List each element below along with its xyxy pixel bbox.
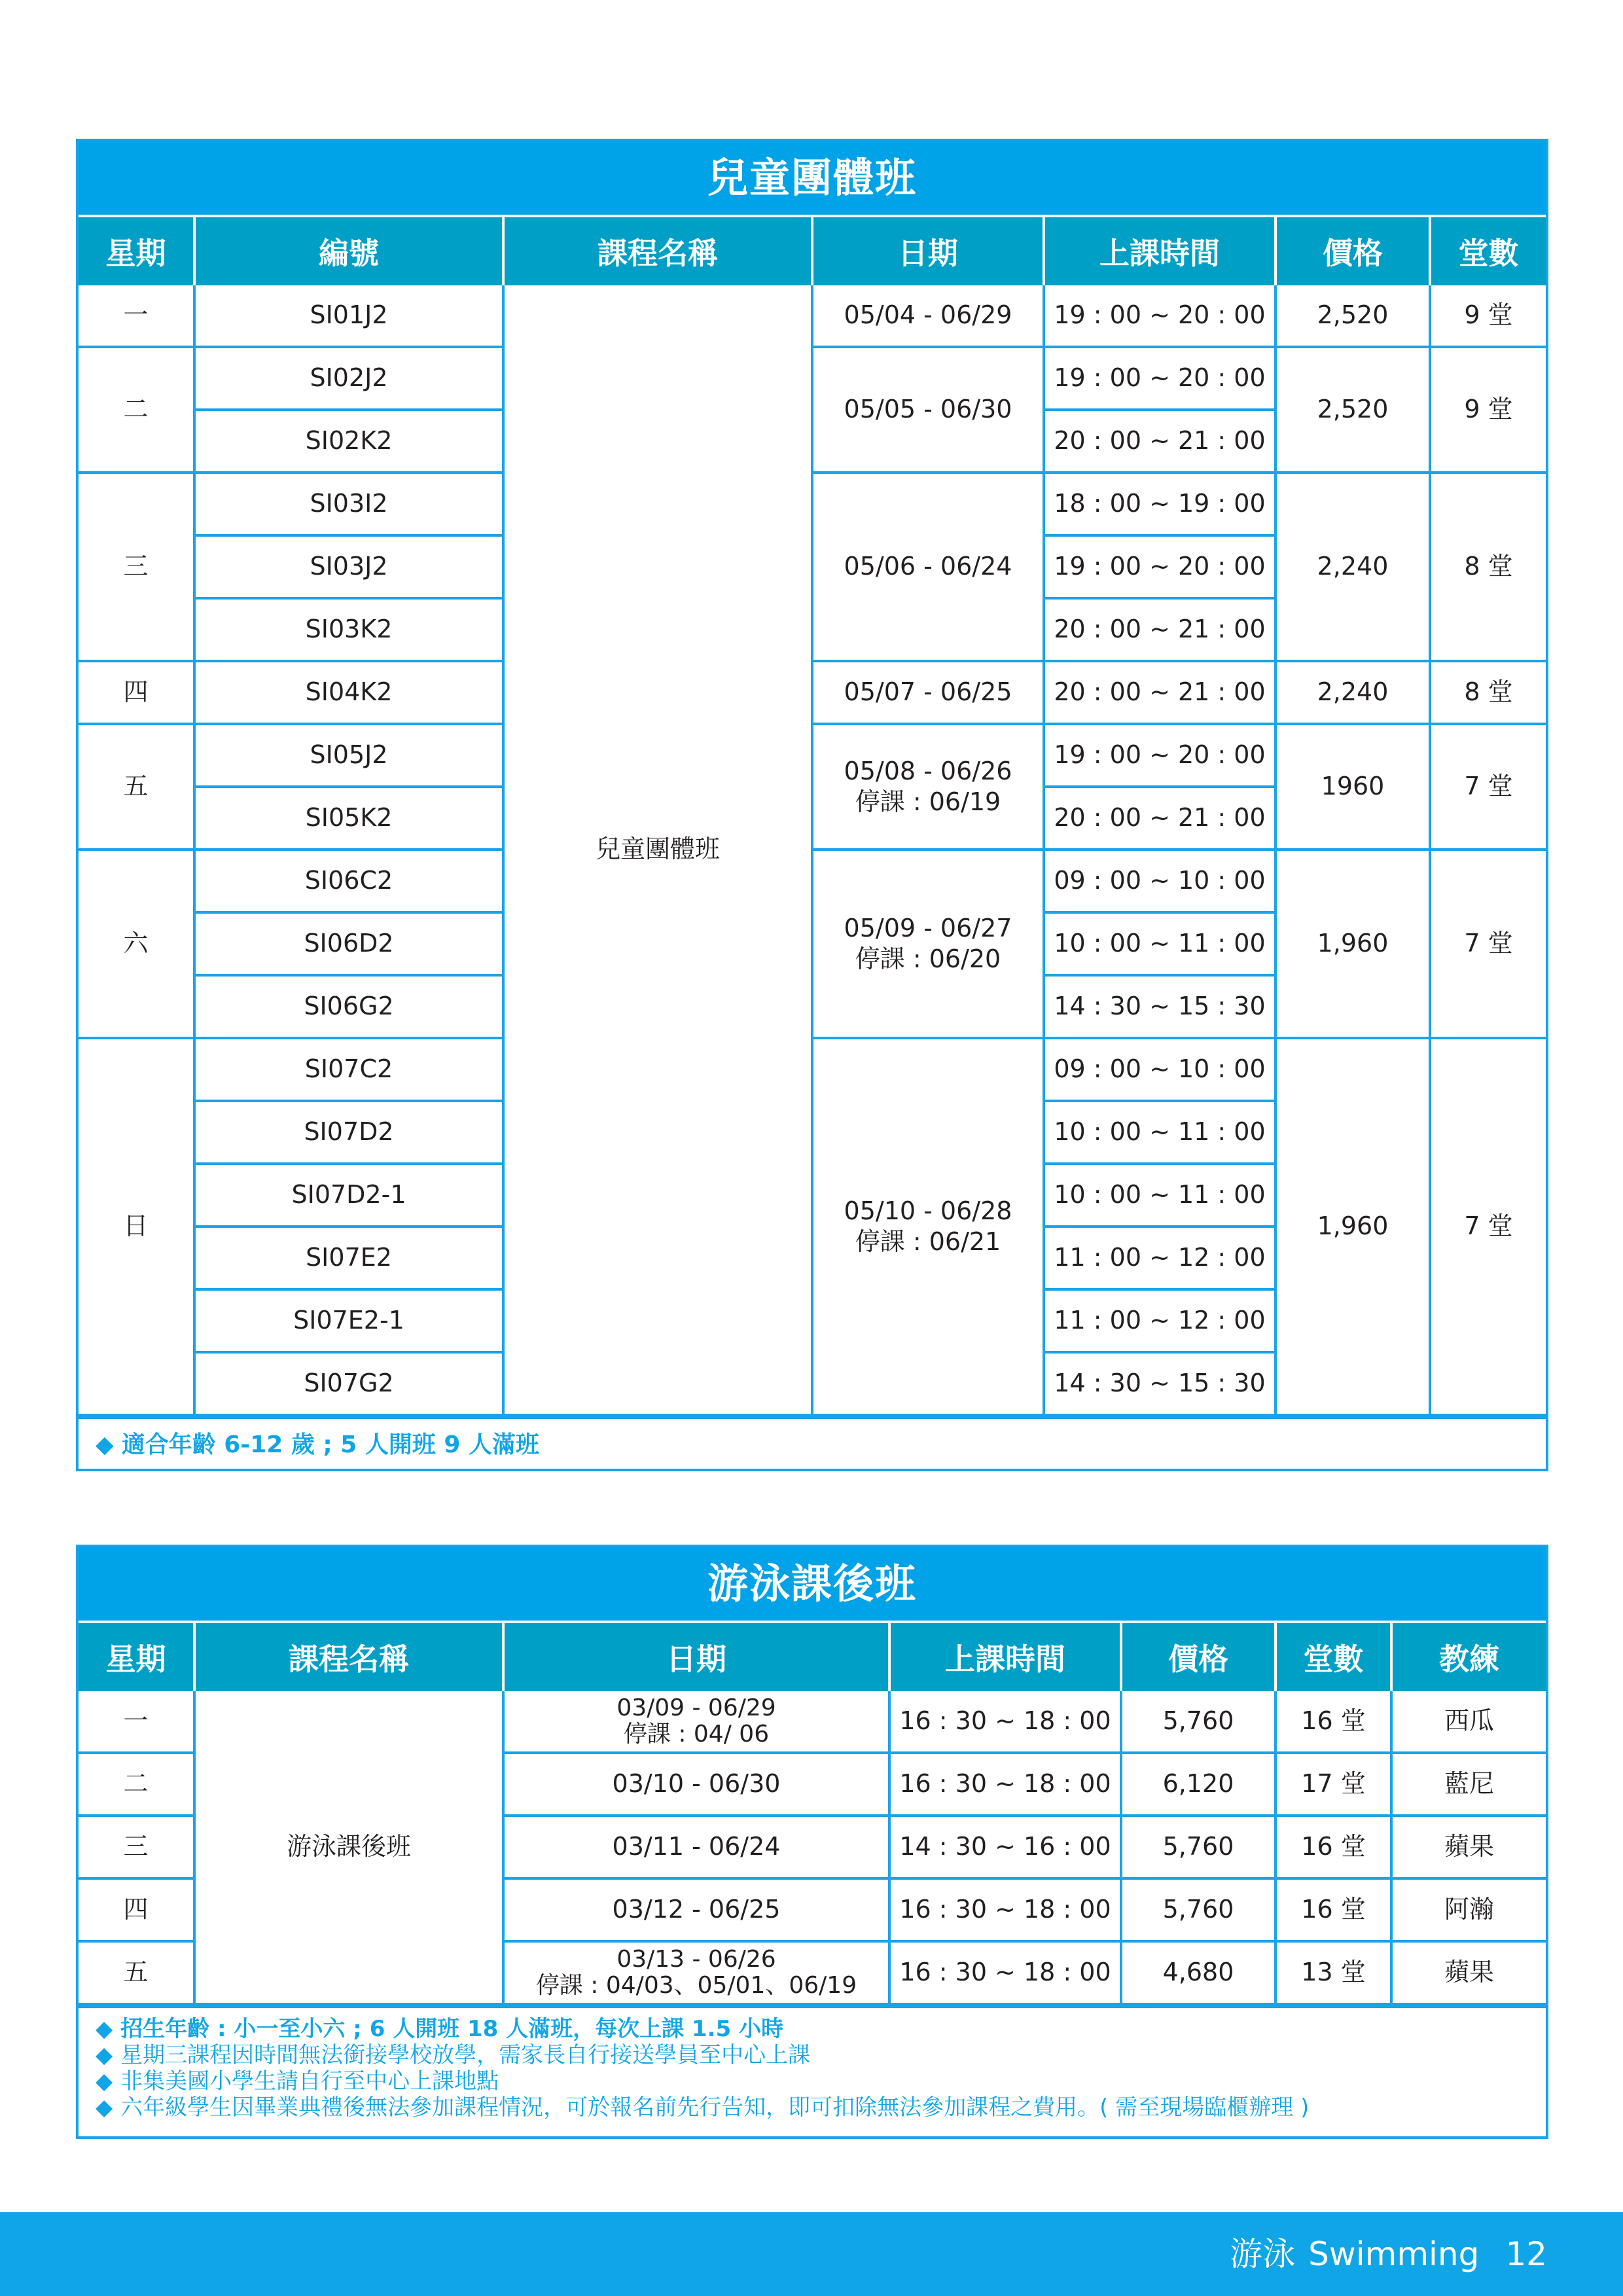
table-header-row (79, 1622, 1546, 1691)
date-cell: 05/04 - 06/29 (812, 285, 1044, 347)
date-range: 05/08 - 06/26 (844, 756, 1012, 785)
section-title: 兒童團體班 (79, 141, 1546, 215)
coach-cell: 阿瀚 (1391, 1878, 1546, 1941)
price-cell: 4,680 (1121, 1941, 1275, 2004)
age-note (79, 1416, 1546, 1469)
page-footer (0, 2212, 1623, 2296)
date-cell (812, 850, 1044, 1038)
price-cell: 6,120 (1121, 1753, 1275, 1816)
footer-label-zh: 游泳 (1230, 2235, 1296, 2273)
coach-cell: 蘋果 (1391, 1816, 1546, 1878)
table-header-row (79, 216, 1546, 285)
after-school-swim-section (76, 1545, 1548, 2139)
price-cell: 1,960 (1275, 850, 1430, 1038)
coach-cell: 西瓜 (1391, 1691, 1546, 1753)
date-range: 03/13 - 06/26 (616, 1946, 776, 1973)
note-text: 招生年齡 : 小一至小六 ; 6 人開班 18 人滿班，每次上課 1.5 小時 (120, 2016, 784, 2042)
footer-label-en: Swimming (1308, 2235, 1480, 2273)
time-cell: 14 : 30 ~ 15 : 30 (1044, 1352, 1275, 1415)
header-weekday: 星期 (79, 1622, 194, 1691)
table-row (79, 850, 1546, 912)
date-cell: 05/05 - 06/30 (812, 347, 1044, 473)
time-cell: 09 : 00 ~ 10 : 00 (1044, 850, 1275, 912)
date-cell: 03/12 - 06/25 (503, 1878, 889, 1941)
note-line (96, 2094, 1529, 2121)
weekday-cell: 一 (79, 1691, 194, 1753)
time-cell: 14 : 30 ~ 16 : 00 (889, 1816, 1121, 1878)
table-row (79, 1691, 1546, 1753)
price-cell: 1960 (1275, 724, 1430, 850)
price-cell: 2,240 (1275, 473, 1430, 661)
date-cell (503, 1941, 889, 2004)
sessions-cell: 8 堂 (1430, 661, 1546, 724)
course-name-cell: 兒童團體班 (503, 285, 812, 1415)
page-number: 12 (1505, 2235, 1547, 2273)
code-cell: SI03J2 (194, 535, 503, 598)
time-cell: 19 : 00 ~ 20 : 00 (1044, 347, 1275, 410)
time-cell: 19 : 00 ~ 20 : 00 (1044, 285, 1275, 347)
code-cell: SI07E2-1 (194, 1289, 503, 1352)
weekday-cell: 六 (79, 850, 194, 1038)
time-cell: 14 : 30 ~ 15 : 30 (1044, 975, 1275, 1038)
code-cell: SI01J2 (194, 285, 503, 347)
header-course-name: 課程名稱 (194, 1622, 503, 1691)
weekday-cell: 一 (79, 285, 194, 347)
code-cell: SI02J2 (194, 347, 503, 410)
table-row (79, 661, 1546, 724)
code-cell: SI05J2 (194, 724, 503, 787)
price-cell: 5,760 (1121, 1816, 1275, 1878)
header-date: 日期 (503, 1622, 889, 1691)
sessions-cell: 9 堂 (1430, 347, 1546, 473)
sessions-cell: 7 堂 (1430, 724, 1546, 850)
suspension-note: 停課 : 06/21 (855, 1227, 1001, 1256)
code-cell: SI05K2 (194, 787, 503, 850)
time-cell: 20 : 00 ~ 21 : 00 (1044, 787, 1275, 850)
time-cell: 11 : 00 ~ 12 : 00 (1044, 1227, 1275, 1289)
suspension-note: 停課 : 06/19 (855, 787, 1001, 816)
time-cell: 10 : 00 ~ 11 : 00 (1044, 912, 1275, 975)
time-cell: 19 : 00 ~ 20 : 00 (1044, 724, 1275, 787)
time-cell: 10 : 00 ~ 11 : 00 (1044, 1164, 1275, 1227)
diamond-bullet-icon: ◆ (96, 2094, 113, 2121)
price-cell: 5,760 (1121, 1691, 1275, 1753)
price-cell: 5,760 (1121, 1878, 1275, 1941)
note-text: 星期三課程因時間無法銜接學校放學，需家長自行接送學員至中心上課 (120, 2042, 811, 2069)
sessions-cell: 9 堂 (1430, 285, 1546, 347)
code-cell: SI07G2 (194, 1352, 503, 1415)
sessions-cell: 8 堂 (1430, 473, 1546, 661)
date-cell: 03/10 - 06/30 (503, 1753, 889, 1816)
sessions-cell: 17 堂 (1275, 1753, 1391, 1816)
date-cell (812, 724, 1044, 850)
date-cell (503, 1691, 889, 1753)
header-weekday: 星期 (79, 216, 194, 285)
header-price: 價格 (1121, 1622, 1275, 1691)
date-range: 03/09 - 06/29 (616, 1695, 776, 1722)
date-cell: 03/11 - 06/24 (503, 1816, 889, 1878)
header-date: 日期 (812, 216, 1044, 285)
coach-cell: 藍尼 (1391, 1753, 1546, 1816)
note-text: 非集美國小學生請自行至中心上課地點 (120, 2068, 499, 2095)
code-cell: SI07D2-1 (194, 1164, 503, 1227)
time-cell: 16 : 30 ~ 18 : 00 (889, 1941, 1121, 2004)
diamond-bullet-icon: ◆ (96, 2042, 113, 2069)
time-cell: 11 : 00 ~ 12 : 00 (1044, 1289, 1275, 1352)
suspension-note: 停課 : 06/20 (855, 944, 1001, 973)
note-line (96, 2042, 1529, 2068)
time-cell: 16 : 30 ~ 18 : 00 (889, 1878, 1121, 1941)
code-cell: SI07D2 (194, 1101, 503, 1164)
time-cell: 19 : 00 ~ 20 : 00 (1044, 535, 1275, 598)
sessions-cell: 13 堂 (1275, 1941, 1391, 2004)
header-sessions: 堂數 (1430, 216, 1546, 285)
date-cell: 05/06 - 06/24 (812, 473, 1044, 661)
header-price: 價格 (1275, 216, 1430, 285)
time-cell: 20 : 00 ~ 21 : 00 (1044, 598, 1275, 661)
diamond-bullet-icon: ◆ (96, 1431, 114, 1458)
time-cell: 16 : 30 ~ 18 : 00 (889, 1753, 1121, 1816)
weekday-cell: 五 (79, 724, 194, 850)
course-name-cell: 游泳課後班 (194, 1691, 503, 2004)
header-coach: 教練 (1391, 1622, 1546, 1691)
diamond-bullet-icon: ◆ (96, 2016, 113, 2042)
weekday-cell: 二 (79, 347, 194, 473)
weekday-cell: 三 (79, 473, 194, 661)
table-row (79, 473, 1546, 535)
code-cell: SI06G2 (194, 975, 503, 1038)
code-cell: SI07C2 (194, 1038, 503, 1101)
weekday-cell: 日 (79, 1038, 194, 1415)
time-cell: 18 : 00 ~ 19 : 00 (1044, 473, 1275, 535)
header-time: 上課時間 (1044, 216, 1275, 285)
price-cell: 2,520 (1275, 285, 1430, 347)
sessions-cell: 16 堂 (1275, 1816, 1391, 1878)
class-notes (79, 2005, 1546, 2136)
code-cell: SI04K2 (194, 661, 503, 724)
weekday-cell: 三 (79, 1816, 194, 1878)
note-text: 適合年齡 6-12 歲 ; 5 人開班 9 人滿班 (121, 1431, 540, 1458)
header-course-name: 課程名稱 (503, 216, 812, 285)
kids-group-class-section (76, 139, 1548, 1471)
header-time: 上課時間 (889, 1622, 1121, 1691)
footer-label (1217, 2212, 1547, 2296)
table-row (79, 1038, 1546, 1101)
code-cell: SI06D2 (194, 912, 503, 975)
weekday-cell: 四 (79, 1878, 194, 1941)
header-sessions: 堂數 (1275, 1622, 1391, 1691)
sessions-cell: 7 堂 (1430, 850, 1546, 1038)
table-row (79, 347, 1546, 410)
sessions-cell: 16 堂 (1275, 1878, 1391, 1941)
weekday-cell: 五 (79, 1941, 194, 2004)
time-cell: 09 : 00 ~ 10 : 00 (1044, 1038, 1275, 1101)
code-cell: SI07E2 (194, 1227, 503, 1289)
date-cell (812, 1038, 1044, 1415)
sessions-cell: 16 堂 (1275, 1691, 1391, 1753)
sessions-cell: 7 堂 (1430, 1038, 1546, 1415)
date-range: 05/09 - 06/27 (844, 913, 1012, 942)
diamond-bullet-icon: ◆ (96, 2068, 113, 2095)
coach-cell: 蘋果 (1391, 1941, 1546, 2004)
weekday-cell: 二 (79, 1753, 194, 1816)
note-text: 六年級學生因畢業典禮後無法參加課程情況，可於報名前先行告知，即可扣除無法參加課程之費用。( 需至現場臨櫃辦理 ) (120, 2094, 1310, 2121)
time-cell: 20 : 00 ~ 21 : 00 (1044, 661, 1275, 724)
date-range: 05/10 - 06/28 (844, 1196, 1012, 1225)
suspension-note: 停課 : 04/ 06 (623, 1721, 770, 1748)
suspension-note: 停課 : 04/03、05/01、06/19 (535, 1972, 857, 1999)
time-cell: 20 : 00 ~ 21 : 00 (1044, 410, 1275, 473)
code-cell: SI02K2 (194, 410, 503, 473)
note-line (96, 2016, 1529, 2042)
code-cell: SI03K2 (194, 598, 503, 661)
table-row (79, 724, 1546, 787)
header-code: 編號 (194, 216, 503, 285)
kids-group-class-table (79, 215, 1546, 1416)
price-cell: 2,520 (1275, 347, 1430, 473)
date-cell: 05/07 - 06/25 (812, 661, 1044, 724)
price-cell: 2,240 (1275, 661, 1430, 724)
weekday-cell: 四 (79, 661, 194, 724)
after-school-swim-table (79, 1621, 1546, 2005)
section-title: 游泳課後班 (79, 1547, 1546, 1621)
table-row (79, 285, 1546, 347)
note-line (96, 2068, 1529, 2094)
price-cell: 1,960 (1275, 1038, 1430, 1415)
code-cell: SI06C2 (194, 850, 503, 912)
code-cell: SI03I2 (194, 473, 503, 535)
time-cell: 10 : 00 ~ 11 : 00 (1044, 1101, 1275, 1164)
time-cell: 16 : 30 ~ 18 : 00 (889, 1691, 1121, 1753)
